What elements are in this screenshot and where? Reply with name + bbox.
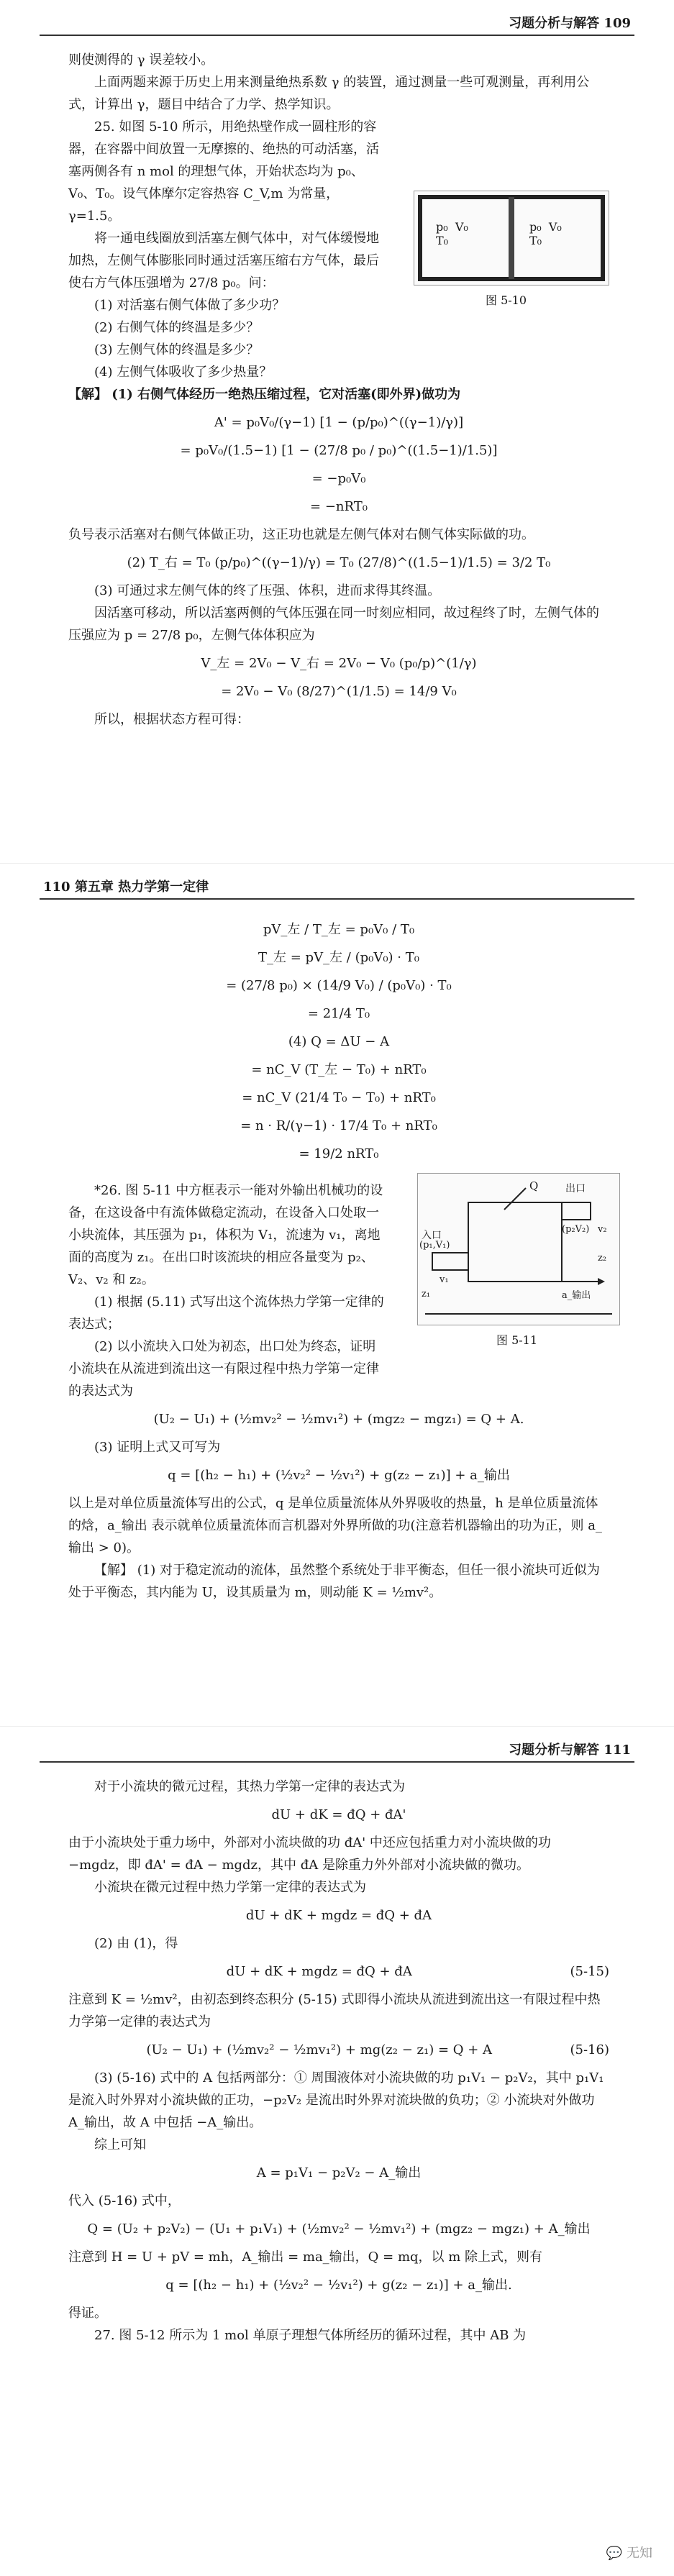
problem-25: 25. 如图 5-10 所示，用绝热壁作成一圆柱形的容器，在容器中间放置一无摩擦的、绝热的可动活塞，活塞两侧各有 n mol 的理想气体，开始状态均为 p₀、V₀、T₀。设气体摩尔定容热容 C_V,m 为常量，γ=1.5。 xyxy=(68,119,379,224)
page-header: 习题分析与解答 109 xyxy=(509,16,631,31)
solution-text: 【解】 (1) 对于稳定流动的流体，虽然整个系统处于非平衡态，但任一很小流块可近似为处于平衡态，其内能为 U，设其质量为 m，则动能 K = ½mv²。 xyxy=(68,1563,600,1600)
text-line: 上面两题来源于历史上用来测量绝热系数 γ 的装置，通过测量一些可观测量，再利用公式，计算出 γ，题目中结合了力学、热学知识。 xyxy=(68,75,590,112)
question-line: (2) 右侧气体的终温是多少？ xyxy=(94,320,260,335)
text-line: 对于小流块的微元过程，其热力学第一定律的表达式为 xyxy=(94,1779,405,1794)
watermark-text: 无知 xyxy=(627,2546,652,2561)
text-line: 小流块在微元过程中热力学第一定律的表达式为 xyxy=(94,1880,366,1895)
text-line: 综上可知 xyxy=(94,2137,146,2152)
equation: (2) T_右 = T₀ (p/p₀)^((γ−1)/γ) = T₀ (27/8)^((1.5−1)/1.5) = 3/2 T₀ xyxy=(127,555,551,570)
equation: Q = (U₂ + p₂V₂) − (U₁ + p₁V₁) + (½mv₂² − ½mv₁²) + (mgz₂ − mgz₁) + A_输出 xyxy=(87,2221,591,2237)
page-body xyxy=(68,1776,609,2347)
equation: (U₂ − U₁) + (½mv₂² − ½mv₁²) + (mgz₂ − mgz₁) = Q + A. xyxy=(153,1412,524,1427)
text-line: (3) (5-16) 式中的 A 包括两部分：① 周围液体对小流块做的功 p₁V₁ − p₂V₂，其中 p₁V₁ 是流入时外界对小流块做的正功，−p₂V₂ 是流出时外界对流块做的负功；② 小流块对外做功 A_输出，故 A 中包括 −A_输出。 xyxy=(68,2070,604,2130)
equation: A = p₁V₁ − p₂V₂ − A_输出 xyxy=(256,2165,422,2180)
text-line: 将一通电线圈放到活塞左侧气体中，对气体缓慢地加热，左侧气体膨胀同时通过活塞压缩右方气体，最后使右方气体压强增为 27/8 p₀。问： xyxy=(68,231,379,291)
watermark xyxy=(606,2543,652,2562)
problem-26: *26. 图 5-11 中方框表示一能对外输出机械功的设备，在这设备中有流体做稳定流动，在设备入口处取一小块流体，其压强为 p₁，体积为 V₁，流速为 v₁，离地面的高度为 z₁。在出口时该流块的相应各量变为 p₂、V₂、v₂ 和 z₂。 xyxy=(68,1183,383,1287)
header-rule xyxy=(40,35,634,36)
equation: = 19/2 nRT₀ xyxy=(299,1146,379,1161)
right-chamber-labels: p₀ V₀ T₀ xyxy=(529,220,562,247)
equation-number: (5-16) xyxy=(570,2042,609,2057)
equation: pV_左 / T_左 = p₀V₀ / T₀ xyxy=(263,922,415,937)
question-line: (4) 左侧气体吸收了多少热量？ xyxy=(94,365,273,380)
text-line: 得证。 xyxy=(68,2306,107,2321)
page-109 xyxy=(0,0,674,863)
figure-caption: 图 5-11 xyxy=(496,1333,538,1347)
equation: = (27/8 p₀) × (14/9 V₀) / (p₀V₀) · T₀ xyxy=(226,978,452,993)
header-rule xyxy=(40,1761,634,1763)
equation: V_左 = 2V₀ − V_右 = 2V₀ − V₀ (p₀/p)^(1/γ) xyxy=(201,656,477,671)
question-line: (3) 左侧气体的终温是多少？ xyxy=(94,342,260,357)
text-line: 代入 (5-16) 式中， xyxy=(68,2193,181,2209)
page-body xyxy=(68,49,609,731)
text-line: (2) 由 (1)，得 xyxy=(94,1936,178,1951)
equation: = 21/4 T₀ xyxy=(307,1006,370,1021)
equation: = nC_V (T_左 − T₀) + nRT₀ xyxy=(251,1062,427,1077)
text-line: 负号表示活塞对右侧气体做正功，这正功也就是左侧气体对右侧气体实际做的功。 xyxy=(68,527,534,542)
equation: = p₀V₀/(1.5−1) [1 − (27/8 p₀ / p₀)^((1.5−1)/1.5)] xyxy=(180,443,498,458)
equation: = n · R/(γ−1) · 17/4 T₀ + nRT₀ xyxy=(240,1118,437,1133)
equation: dU + dK + mgdz = đQ + đA (5-15) xyxy=(68,1960,609,1983)
equation: (4) Q = ΔU − A xyxy=(288,1034,390,1049)
equation-number: (5-15) xyxy=(570,1964,609,1979)
page-header: 习题分析与解答 111 xyxy=(509,1743,631,1758)
text-line: 以上是对单位质量流体写出的公式，q 是单位质量流体从外界吸收的热量，h 是单位质量流体的焓，a_输出 表示就单位质量流体而言机器对外界所做的功(注意若机器输出的功为正，则 a_输出 > 0)。 xyxy=(68,1496,602,1556)
equation: dU + dK + mgdz = đQ + đA xyxy=(245,1908,432,1923)
figure-5-11: Q 出口 (p₂V₂) 入口 (p₁,V₁) v₁ v₂ z₁ z₂ a_输出 xyxy=(417,1173,620,1325)
equation: A' = p₀V₀/(γ−1) [1 − (p/p₀)^((γ−1)/γ)] xyxy=(214,415,464,430)
text-line: 所以，根据状态方程可得： xyxy=(94,712,250,727)
header-rule xyxy=(40,898,634,900)
equation: T_左 = pV_左 / (p₀V₀) · T₀ xyxy=(258,950,419,965)
equation: = 2V₀ − V₀ (8/27)^(1/1.5) = 14/9 V₀ xyxy=(221,684,457,699)
figure-5-10 xyxy=(414,191,609,286)
equation: (U₂ − U₁) + (½mv₂² − ½mv₁²) + mg(z₂ − z₁) = Q + A (5-16) xyxy=(68,2039,609,2061)
question-line: (1) 对活塞右侧气体做了多少功？ xyxy=(94,298,286,313)
equation: q = [(h₂ − h₁) + (½v₂² − ½v₁²) + g(z₂ − z₁)] + a_输出. xyxy=(165,2278,512,2293)
page-header: 110 第五章 热力学第一定律 xyxy=(43,880,209,895)
text-line: 则使测得的 γ 误差较小。 xyxy=(68,52,214,68)
question-line: (2) 以小流块入口处为初态，出口处为终态，证明小流块在从流进到流出这一有限过程中热力学第一定律的表达式为 xyxy=(68,1339,379,1399)
page-111 xyxy=(0,1726,674,2576)
equation: dU + dK = đQ + đA' xyxy=(271,1807,406,1822)
text-line: (3) 可通过求左侧气体的终了压强、体积，进而求得其终温。 xyxy=(94,583,441,598)
equation: = −p₀V₀ xyxy=(311,471,366,486)
question-line: (3) 证明上式又可写为 xyxy=(94,1440,221,1455)
chat-icon: 💬 xyxy=(606,2546,623,2561)
equation: = −nRT₀ xyxy=(310,499,368,514)
text-line: 因活塞可移动，所以活塞两侧的气体压强在同一时刻应相同，故过程终了时，左侧气体的压强应为 p = 27/8 p₀，左侧气体体积应为 xyxy=(68,606,599,643)
text-line: 注意到 H = U + pV = mh，A_输出 = ma_输出，Q = mq，以 m 除上式，则有 xyxy=(68,2250,543,2265)
text-line: 注意到 K = ½mv²，由初态到终态积分 (5-15) 式即得小流块从流进到流出这一有限过程中热力学第一定律的表达式为 xyxy=(68,1992,601,2029)
text-line: 由于小流块处于重力场中，外部对小流块做的功 đA' 中还应包括重力对小流块做的功 −mgdz，即 đA' = đA − mgdz，其中 đA 是除重力外外部对小流块做的微功。 xyxy=(68,1835,551,1873)
figure-caption: 图 5-10 xyxy=(486,293,527,307)
equation: q = [(h₂ − h₁) + (½v₂² − ½v₁²) + g(z₂ − z₁)] + a_输出 xyxy=(168,1468,510,1483)
equation: = nC_V (21/4 T₀ − T₀) + nRT₀ xyxy=(242,1090,436,1105)
problem-27: 27. 图 5-12 所示为 1 mol 单原子理想气体所经历的循环过程，其中 AB 为 xyxy=(94,2328,527,2343)
left-chamber-labels: p₀ V₀ T₀ xyxy=(436,220,468,247)
page-110 xyxy=(0,863,674,1727)
solution-label: 【解】 (1) 右侧气体经历一绝热压缩过程，它对活塞(即外界)做功为 xyxy=(68,387,461,402)
question-line: (1) 根据 (5.11) 式写出这个流体热力学第一定律的表达式； xyxy=(68,1294,384,1332)
